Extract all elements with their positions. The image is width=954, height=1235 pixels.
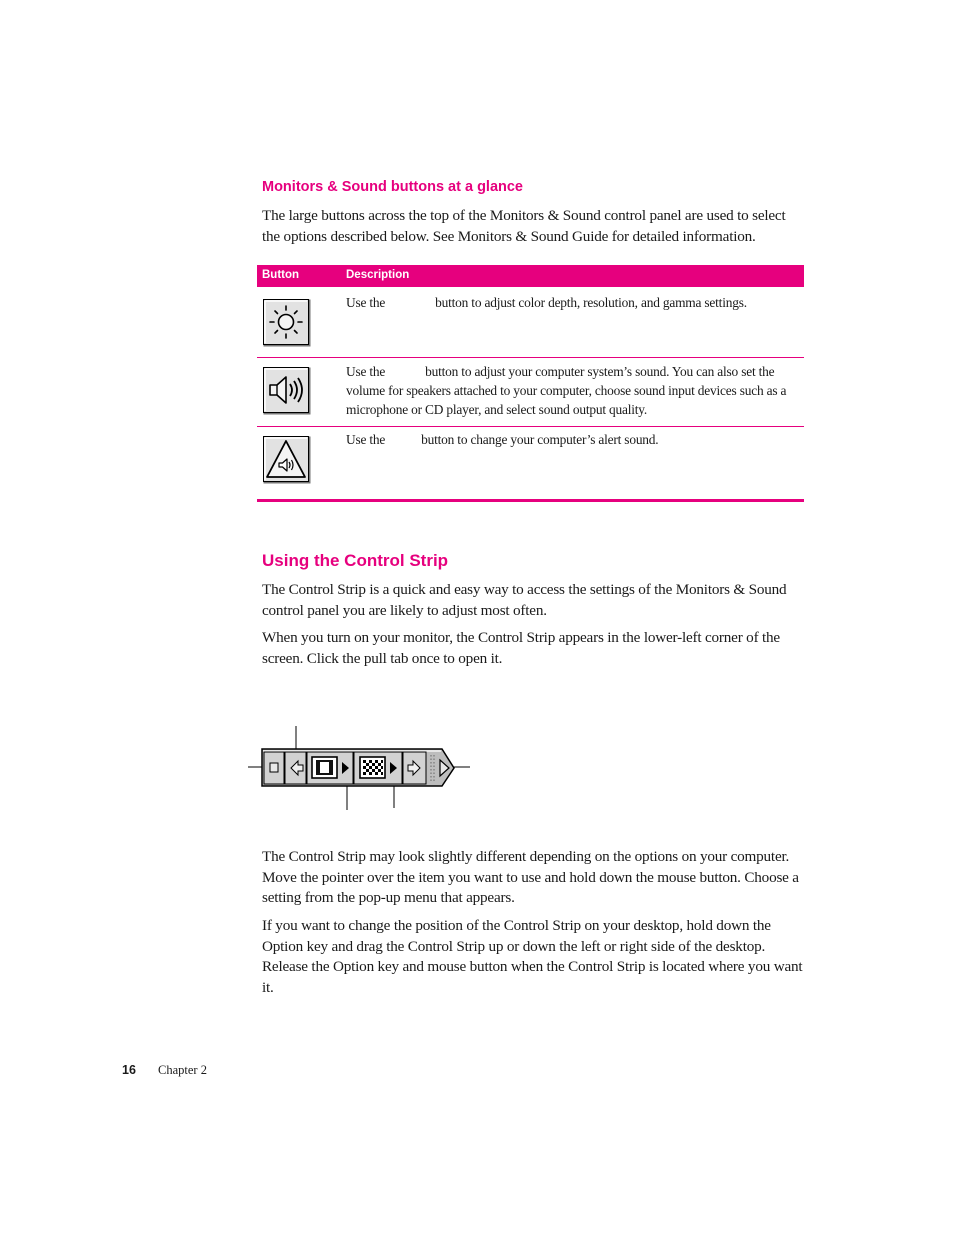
table-header-description: Description [346,269,410,281]
table-divider [257,357,804,358]
control-strip-illustration [248,726,472,812]
row-use-the: Use the [346,432,386,447]
row-monitor-description [346,294,804,313]
row-rest-text: button to change your computer’s alert sound. [421,432,659,447]
control-strip-body [262,749,454,786]
control-strip-paragraph-4: If you want to change the position of the Control Strip on your desktop, hold down the Option key and drag the Control Strip up or down the left or right side of the desktop. Release the Option key and mouse button when the Control Strip is located where you want it. [262,917,803,996]
table-bottom-rule [257,499,804,502]
row-alert-description [346,431,804,450]
control-strip-paragraph-1: The Control Strip is a quick and easy way to access the settings of the Monitors & Sound control panel you are likely to adjust most often. [262,581,787,619]
alert-sound-icon [263,436,311,484]
row-use-the: Use the [346,364,386,379]
control-strip-paragraph-3: The Control Strip may look slightly different depending on the options on your computer. Move the pointer over the item you want to use and hold down the mouse button. Choose a setting from the pop-up menu that appears. [262,848,799,906]
monitor-brightness-icon [263,299,311,347]
section-heading-buttons: Monitors & Sound buttons at a glance [262,179,523,195]
chapter-label: Chapter 2 [158,1063,207,1077]
control-strip-paragraph-2: When you turn on your monitor, the Control Strip appears in the lower-left corner of the screen. Click the pull tab once to open it. [262,629,780,667]
table-header-button: Button [262,269,300,281]
intro-paragraph: The large buttons across the top of the Monitors & Sound control panel are used to select the options described below. See Monitors & Sound Guide for detailed information. [262,207,786,245]
page-number: 16 [122,1063,136,1077]
table-header [257,265,804,287]
table-divider [257,426,804,427]
section-heading-control-strip: Using the Control Strip [262,551,449,570]
row-rest-text: button to adjust your computer system’s sound. You can also set the volume for speakers attached to your computer, choose sound input devices such as a microphone or CD player, and select sound output quality. [346,364,787,417]
speaker-sound-icon [263,367,311,415]
row-rest-text: button to adjust color depth, resolution, and gamma settings. [435,295,747,310]
row-sound-description [346,363,804,419]
row-use-the: Use the [346,295,386,310]
